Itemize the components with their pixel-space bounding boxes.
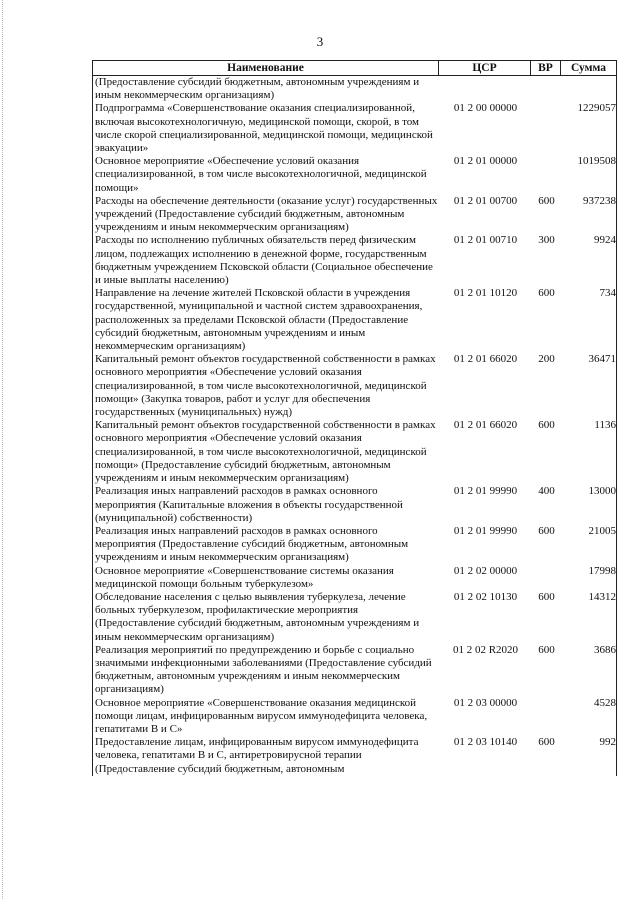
row-name-cell: Предоставление лицам, инфицированным вирусом иммунодефицита человека, гепатитами В и С, антиретровирусной терапии (Предоставление субсидий бюджетным, автономным bbox=[93, 736, 439, 776]
table-row bbox=[93, 697, 617, 737]
table-row bbox=[93, 353, 617, 419]
row-vr-cell bbox=[531, 76, 561, 103]
row-vr-cell: 600 bbox=[538, 643, 555, 656]
row-vr-cell: 400 bbox=[538, 485, 555, 498]
row-name-cell: Реализация иных направлений расходов в рамках основного мероприятия (Капитальные вложения в объекты государственной (муниципальной) собственности) bbox=[93, 485, 439, 525]
row-name-cell: Основное мероприятие «Совершенствование системы оказания медицинской помощи больным туберкулезом» bbox=[93, 565, 439, 591]
row-vr-cell: 600 bbox=[538, 287, 555, 300]
row-csr-cell: 01 2 01 66020 bbox=[453, 419, 518, 432]
row-csr-cell: 01 2 01 10120 bbox=[453, 287, 518, 300]
row-csr-cell: 01 2 03 10140 bbox=[453, 736, 518, 749]
row-name-cell: Расходы по исполнению публичных обязательств перед физическим лицом, подлежащих исполнению в денежной форме, государственным бюджетным учреждением Псковской области (Социальное обеспечение и иные выплаты населению) bbox=[93, 234, 439, 287]
row-vr-cell: 600 bbox=[538, 736, 555, 749]
row-sum-cell: 36471 bbox=[561, 353, 617, 419]
row-sum-cell: 1136 bbox=[561, 419, 617, 485]
row-vr-cell bbox=[531, 155, 561, 195]
row-name-cell: Направление на лечение жителей Псковской области в учреждения государственной, муниципальной и частной систем здравоохранения, расположенных за пределами Псковской области (Предоставление субсидий бюджетным, автономным учреждениям и иным некоммерческим организациям) bbox=[93, 287, 439, 353]
row-vr-cell bbox=[531, 102, 561, 155]
row-name-cell: Основное мероприятие «Обеспечение условий оказания специализированной, в том числе высокотехнологичной, медицинской помощи» bbox=[93, 155, 439, 195]
row-name-cell: Расходы на обеспечение деятельности (оказание услуг) государственных учреждений (Предоставление субсидий бюджетным, автономным учреждениям и иным некоммерческим организациям) bbox=[93, 195, 439, 235]
row-name-cell: Капитальный ремонт объектов государственной собственности в рамках основного мероприятия «Обеспечение условий оказания специализированной, в том числе высокотехнологичной, медицинской помощи» (Предоставление субсидий бюджетным, автономным учреждениям и иным некоммерческим организациям) bbox=[93, 419, 439, 485]
row-sum-cell: 734 bbox=[561, 287, 617, 353]
row-name-cell: Обследование населения с целью выявления туберкулеза, лечение больных туберкулезом, профилактические мероприятия (Предоставление субсидий бюджетным, автономным учреждениям и иным некоммерческим организациям) bbox=[93, 591, 439, 644]
row-name-cell: Реализация иных направлений расходов в рамках основного мероприятия (Предоставление субсидий бюджетным, автономным учреждениям и иным некоммерческим организациям) bbox=[93, 525, 439, 565]
row-sum-cell: 3686 bbox=[561, 644, 617, 697]
row-sum-cell: 17998 bbox=[561, 565, 617, 591]
table-row bbox=[93, 736, 617, 776]
row-vr-cell bbox=[531, 697, 561, 737]
table-row bbox=[93, 234, 617, 287]
header-vr: ВР bbox=[531, 61, 561, 76]
table-row bbox=[93, 195, 617, 235]
table-row bbox=[93, 76, 617, 103]
row-sum-cell: 21005 bbox=[561, 525, 617, 565]
row-vr-cell: 600 bbox=[538, 194, 555, 207]
row-name-cell: Основное мероприятие «Совершенствование оказания медицинской помощи лицам, инфицированным вирусом иммунодефицита человека, гепатитами В и С» bbox=[93, 697, 439, 737]
row-sum-cell: 1019508 bbox=[561, 155, 617, 195]
table-row bbox=[93, 102, 617, 155]
table-row bbox=[93, 591, 617, 644]
row-csr-cell: 01 2 01 66020 bbox=[453, 353, 518, 366]
row-vr-cell bbox=[531, 565, 561, 591]
header-csr: ЦСР bbox=[439, 61, 531, 76]
scan-edge-line bbox=[2, 0, 4, 899]
table-row bbox=[93, 155, 617, 195]
table-row bbox=[93, 565, 617, 591]
row-csr-cell: 01 2 02 R2020 bbox=[452, 643, 519, 656]
row-csr-cell: 01 2 01 00710 bbox=[453, 234, 518, 247]
table-row bbox=[93, 644, 617, 697]
row-sum-cell: 937238 bbox=[561, 195, 617, 235]
table-body bbox=[93, 76, 617, 776]
row-sum-cell: 13000 bbox=[561, 485, 617, 525]
budget-table bbox=[92, 60, 617, 776]
row-csr-cell: 01 2 01 00700 bbox=[453, 194, 518, 207]
header-name: Наименование bbox=[93, 61, 439, 76]
row-csr-cell: 01 2 00 00000 bbox=[453, 102, 518, 115]
row-vr-cell: 600 bbox=[538, 590, 555, 603]
row-csr-cell bbox=[439, 76, 531, 103]
table-row bbox=[93, 525, 617, 565]
row-name-cell: Подпрограмма «Совершенствование оказания специализированной, включая высокотехнологичную, медицинской помощи, скорой, в том числе скорой специализированной, медицинской помощи, медицинской эвакуации» bbox=[93, 102, 439, 155]
row-name-cell: (Предоставление субсидий бюджетным, автономным учреждениям и иным некоммерческим организациям) bbox=[93, 76, 439, 103]
row-csr-cell: 01 2 02 00000 bbox=[453, 564, 518, 577]
table-row bbox=[93, 485, 617, 525]
page-number: 3 bbox=[316, 34, 324, 49]
row-vr-cell: 600 bbox=[538, 419, 555, 432]
row-sum-cell: 1229057 bbox=[561, 102, 617, 155]
row-sum-cell: 4528 bbox=[561, 697, 617, 737]
row-sum-cell: 9924 bbox=[561, 234, 617, 287]
row-sum-cell bbox=[561, 76, 617, 103]
header-sum: Сумма bbox=[561, 61, 617, 76]
row-csr-cell: 01 2 02 10130 bbox=[453, 590, 518, 603]
row-vr-cell: 600 bbox=[538, 524, 555, 537]
table-row bbox=[93, 419, 617, 485]
row-csr-cell: 01 2 01 00000 bbox=[453, 155, 518, 168]
row-csr-cell: 01 2 01 99990 bbox=[453, 524, 518, 537]
row-sum-cell: 14312 bbox=[561, 591, 617, 644]
row-vr-cell: 200 bbox=[538, 353, 555, 366]
row-csr-cell: 01 2 01 99990 bbox=[453, 485, 518, 498]
row-vr-cell: 300 bbox=[538, 234, 555, 247]
row-sum-cell: 992 bbox=[561, 736, 617, 776]
table-row bbox=[93, 287, 617, 353]
row-csr-cell: 01 2 03 00000 bbox=[453, 696, 518, 709]
row-name-cell: Капитальный ремонт объектов государственной собственности в рамках основного мероприятия «Обеспечение условий оказания специализированной, в том числе высокотехнологичной, медицинской помощи» (Закупка товаров, работ и услуг для обеспечения государственных (муниципальных) нужд) bbox=[93, 353, 439, 419]
row-name-cell: Реализация мероприятий по предупреждению и борьбе с социально значимыми инфекционными заболеваниями (Предоставление субсидий бюджетным, автономным учреждениям и иным некоммерческим организациям) bbox=[93, 644, 439, 697]
table-header-row bbox=[93, 61, 617, 76]
